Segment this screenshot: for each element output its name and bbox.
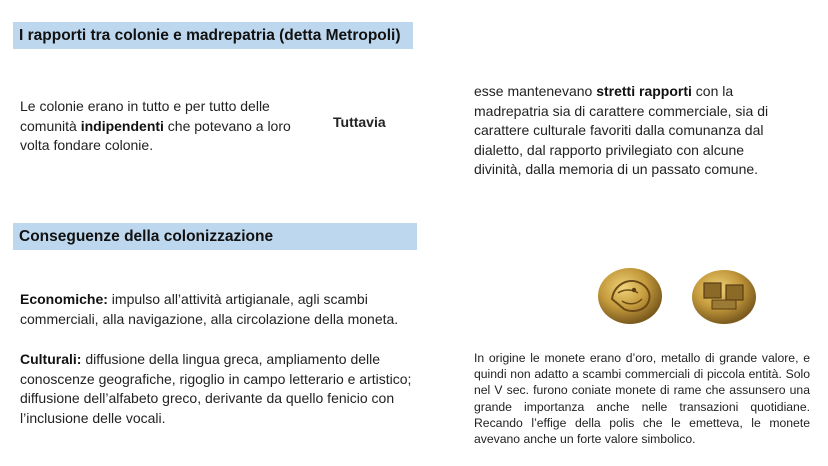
connector-word: Tuttavia <box>333 114 386 130</box>
coin-lion-obverse <box>598 268 662 324</box>
section-title: I rapporti tra colonie e madrepatria (detta Metropoli) <box>19 26 401 44</box>
text-fragment: che potevano a loro volta fondare colonie. <box>20 117 291 153</box>
section-header-rapporti <box>13 22 413 49</box>
section-header-conseguenze <box>13 223 417 250</box>
colonie-paragraph <box>20 97 295 156</box>
section-title: Conseguenze della colonizzazione <box>19 227 274 245</box>
economiche-label: Economiche: <box>20 291 108 307</box>
monete-caption: In origine le monete erano d’oro, metallo di grande valore, e quindi non adatto a scambi commerciali di piccola entità. Solo nel V sec. furono coniate monete di rame che assunsero una grande importanza anche nelle transazioni quotidiane. Recando l’effige della polis che le emetteva, le monete avevano anche un forte valore simbolico. <box>474 351 810 447</box>
coin-incuse-reverse <box>692 270 756 324</box>
text-fragment: con la madrepatria sia di carattere commerciale, sia di carattere culturale favoriti dalla comunanza dal dialetto, dal rapporto privilegiato con alcune divinità, dalla memoria di un passato comune. <box>474 83 769 177</box>
coins-image <box>594 263 764 329</box>
economiche-paragraph <box>20 290 420 329</box>
culturali-label: Culturali: <box>20 351 82 367</box>
culturali-paragraph <box>20 350 420 428</box>
text-fragment: impulso all’attività artigianale, agli scambi commerciali, alla navigazione, alla circolazione della moneta. <box>20 291 399 327</box>
bold-term: indipendenti <box>80 117 164 134</box>
rapporti-paragraph <box>474 82 794 180</box>
bold-term: stretti rapporti <box>596 83 692 99</box>
text-fragment: esse mantenevano <box>474 83 597 99</box>
text-fragment: Le colonie erano in tutto e per tutto delle comunità <box>20 98 270 134</box>
text-fragment: diffusione della lingua greca, ampliamento delle conoscenze geografiche, rigoglio in campo letterario e artistico; diffusione dell’alfabeto greco, derivante da quello fenicio con l’inclusione delle vocali. <box>20 351 412 426</box>
